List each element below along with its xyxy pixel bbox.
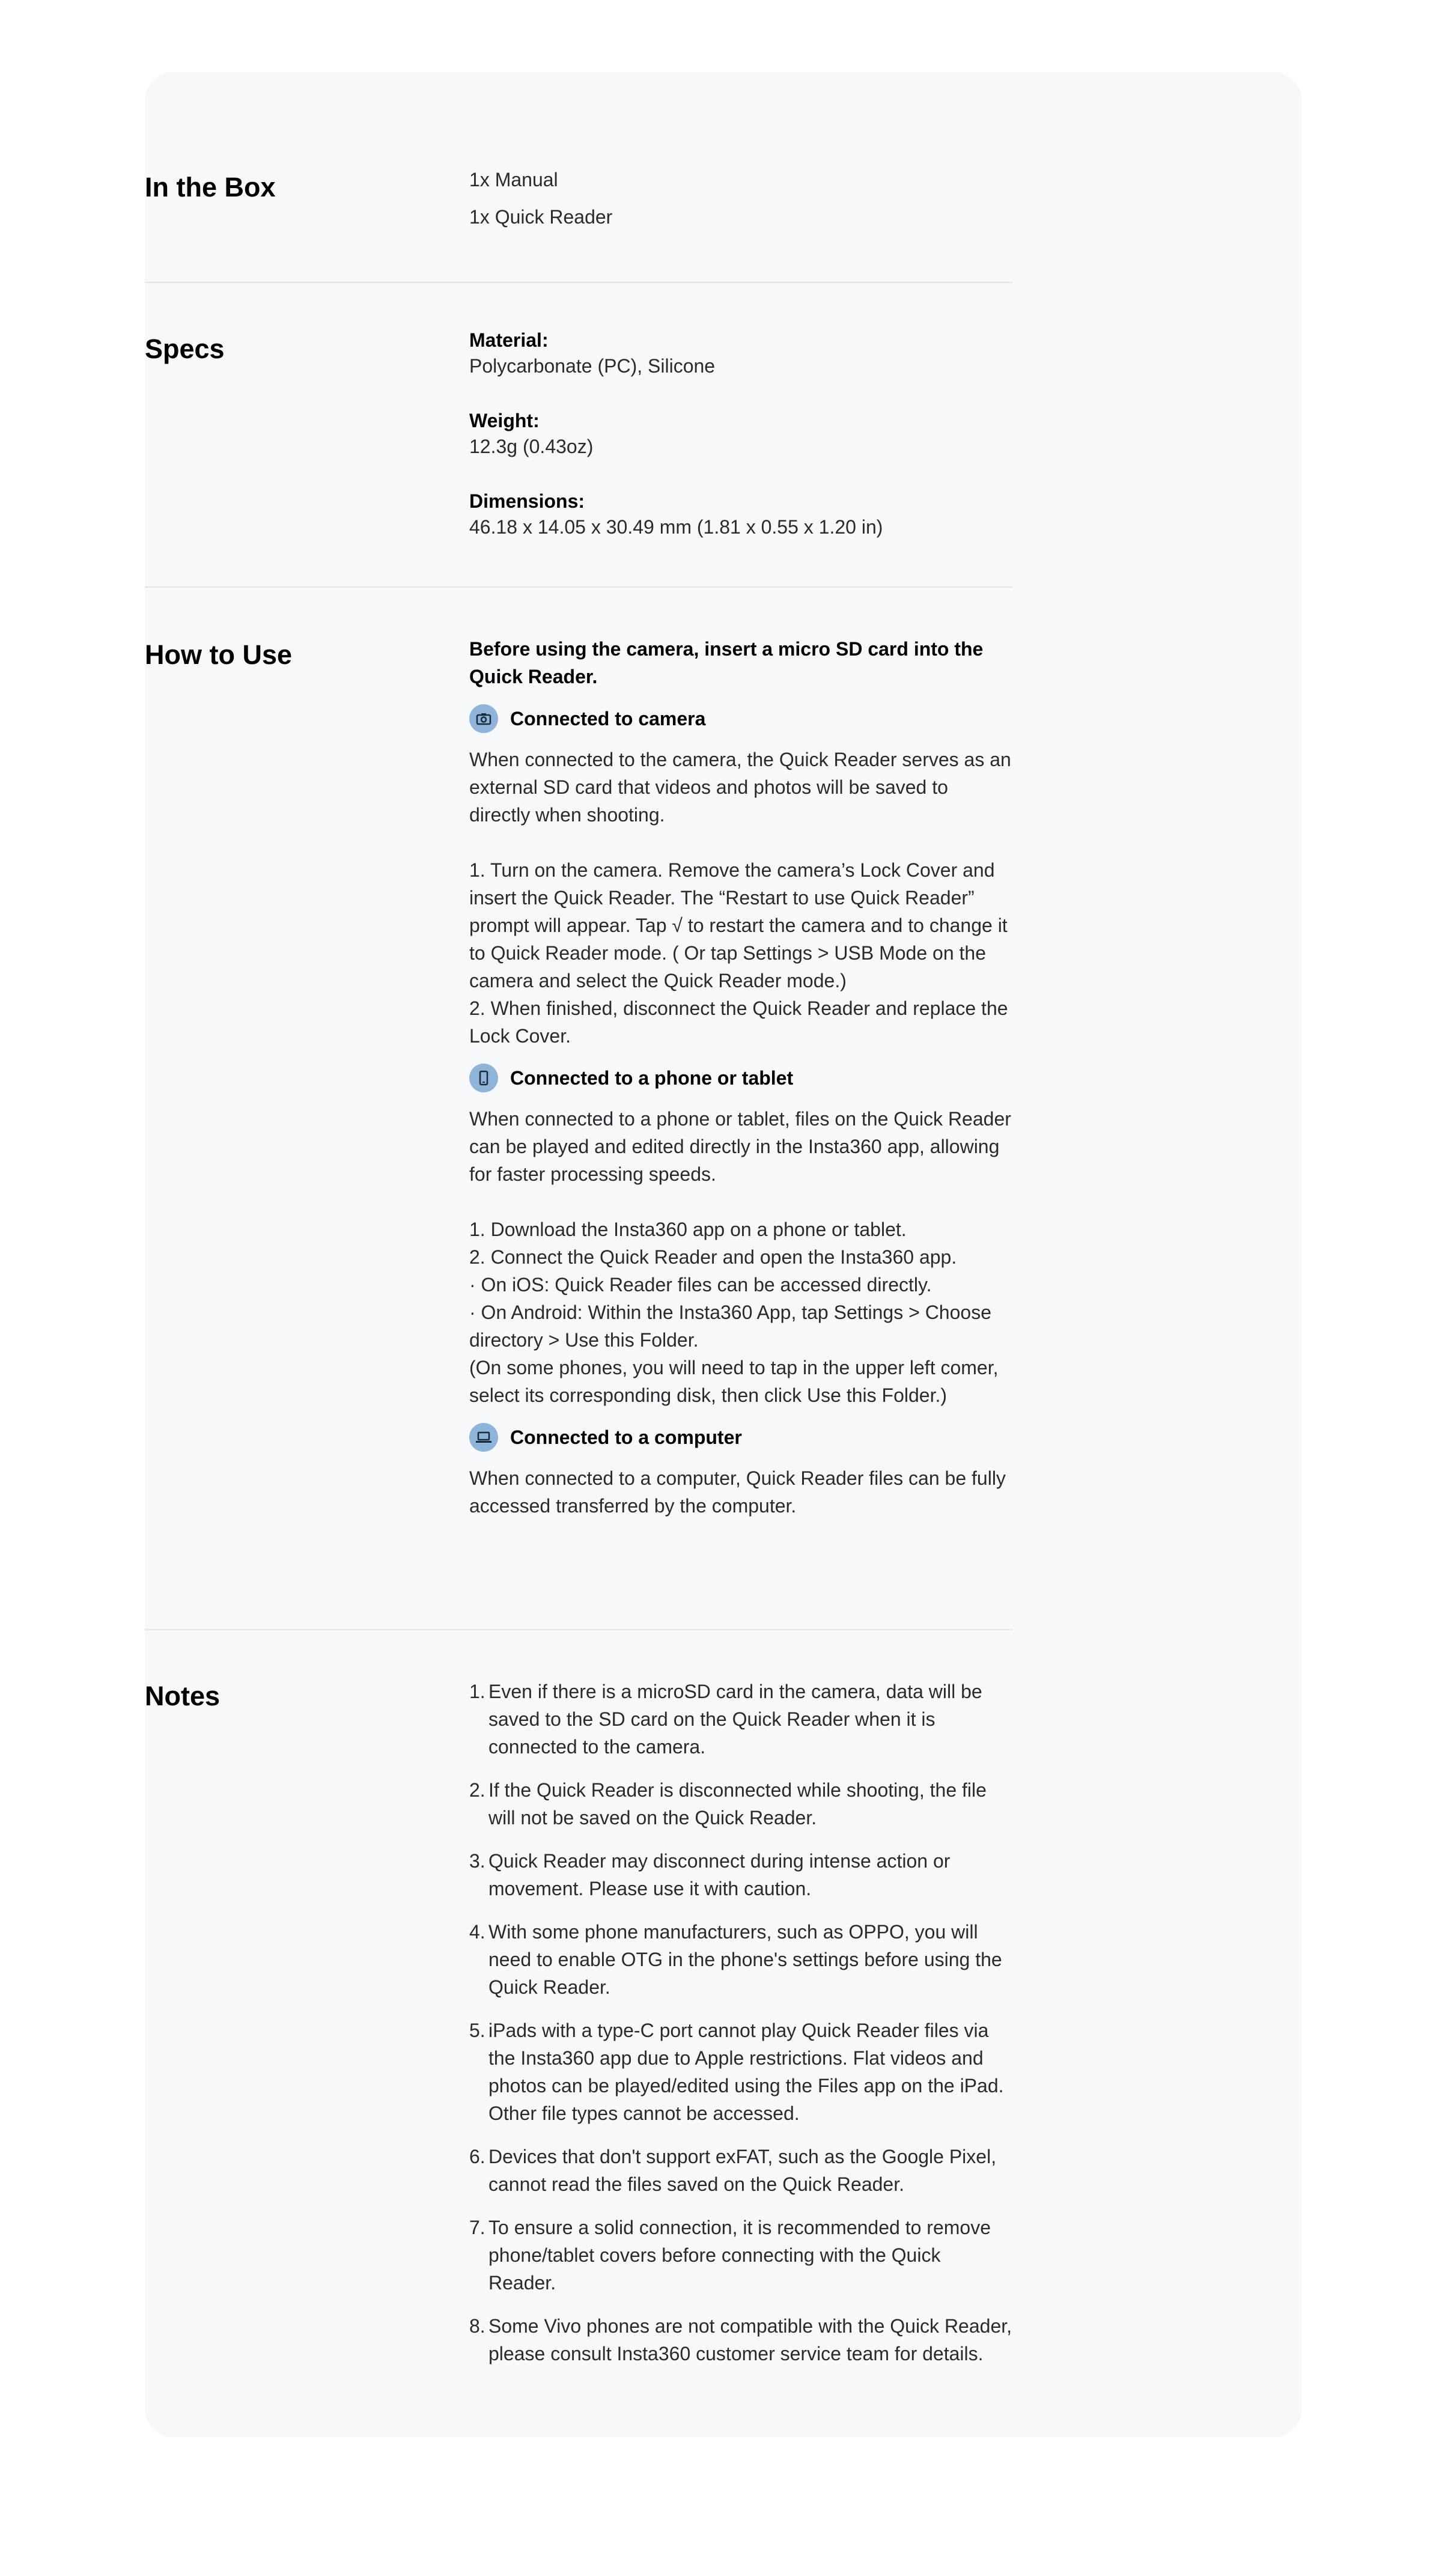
how-to-use-intro: Before using the camera, insert a micro SD card into the Quick Reader. (469, 638, 984, 687)
divider (145, 282, 1012, 283)
spec-value-material: Polycarbonate (PC), Silicone (469, 355, 716, 377)
camera-icon (469, 704, 498, 733)
phone-icon (469, 1064, 498, 1092)
box-item: 1x Quick Reader (469, 206, 613, 228)
divider (145, 586, 1012, 588)
laptop-icon (469, 1423, 498, 1452)
box-item: 1x Manual (469, 169, 558, 190)
phone-subheading-label: Connected to a phone or tablet (510, 1067, 794, 1089)
note-number: 4. (469, 1921, 485, 1943)
specs-list (469, 327, 1012, 540)
note-number: 5. (469, 2020, 485, 2041)
in-the-box-heading: In the Box (145, 172, 276, 202)
how-to-use-content (469, 635, 1012, 1520)
how-to-use-heading: How to Use (145, 639, 293, 670)
notes-section (145, 1678, 1012, 2369)
note-item (469, 1678, 1012, 1761)
note-item (469, 2214, 1012, 2297)
phone-subheading (469, 1062, 1012, 1094)
note-text: Even if there is a microSD card in the camera, data will be saved to the SD card on the Quick Reader when it is connected to the camera. (488, 1681, 982, 1758)
note-item (469, 1918, 1012, 2001)
note-number: 2. (469, 1779, 485, 1801)
camera-subheading-label: Connected to camera (510, 707, 706, 729)
note-item (469, 2017, 1012, 2127)
in-the-box-list (469, 166, 1012, 231)
computer-subheading (469, 1421, 1012, 1454)
note-text: Quick Reader may disconnect during intense action or movement. Please use it with caution. (488, 1850, 951, 1899)
camera-instructions: When connected to the camera, the Quick Reader serves as an external SD card that videos and photos will be saved to directly when shooting. 1. Turn on the camera. Remove the camera’s Lock Cover and insert the Quick Reader. The “Restart to use Quick Reader” prompt will appear. Tap √ to restart the camera and to change it to Quick Reader mode. ( Or tap Settings > USB Mode on the camera and select the Quick Reader mode.) 2. When finished, disconnect the Quick Reader and replace the Lock Cover. (469, 749, 1011, 1047)
note-item (469, 2143, 1012, 2198)
note-text: With some phone manufacturers, such as OPPO, you will need to enable OTG in the phone's settings before using the Quick Reader. (488, 1921, 1002, 1998)
note-number: 6. (469, 2146, 485, 2167)
spec-label-weight: Weight: (469, 410, 540, 431)
note-text: Some Vivo phones are not compatible with the Quick Reader, please consult Insta360 customer service team for details. (488, 2315, 1012, 2364)
spec-value-dimensions: 46.18 x 14.05 x 30.49 mm (1.81 x 0.55 x 1.20 in) (469, 516, 883, 538)
how-to-use-section (145, 637, 1012, 1550)
note-item (469, 2312, 1012, 2367)
note-number: 7. (469, 2217, 485, 2238)
divider (145, 1629, 1012, 1630)
notes-heading: Notes (145, 1681, 221, 1711)
notes-list-wrapper (469, 1678, 1012, 2383)
note-text: If the Quick Reader is disconnected while shooting, the file will not be saved on the Quick Reader. (488, 1779, 987, 1828)
specs-heading: Specs (145, 333, 225, 364)
camera-subheading (469, 702, 1012, 735)
note-number: 1. (469, 1681, 485, 1702)
specs-section (145, 331, 1012, 547)
note-number: 3. (469, 1850, 485, 1872)
computer-subheading-label: Connected to a computer (510, 1426, 742, 1448)
spec-label-material: Material: (469, 329, 549, 351)
spec-label-dimensions: Dimensions: (469, 490, 585, 512)
computer-instructions: When connected to a computer, Quick Reader files can be fully accessed transferred by the computer. (469, 1467, 1006, 1517)
spec-value-weight: 12.3g (0.43oz) (469, 436, 594, 457)
note-item (469, 1776, 1012, 1832)
note-text: To ensure a solid connection, it is recommended to remove phone/tablet covers before connecting with the Quick Reader. (488, 2217, 991, 2294)
note-item (469, 1847, 1012, 1902)
note-text: iPads with a type-C port cannot play Quick Reader files via the Insta360 app due to Apple restrictions. Flat videos and photos can be played/edited using the Files app on the iPad. Other file types cannot be accessed. (488, 2020, 1004, 2124)
note-text: Devices that don't support exFAT, such as the Google Pixel, cannot read the files saved on the Quick Reader. (488, 2146, 997, 2195)
in-the-box-section (145, 169, 1012, 242)
phone-instructions: When connected to a phone or tablet, files on the Quick Reader can be played and edited directly in the Insta360 app, allowing for faster processing speeds. 1. Download the Insta360 app on a phone or tablet. 2. Connect the Quick Reader and open the Insta360 app. · On iOS: Quick Reader files can be accessed directly. · On Android: Within the Insta360 App, tap Settings > Choose directory > Use this Folder. (On some phones, you will need to tap in the upper left comer, select its corresponding disk, then click Use this Folder.) (469, 1108, 1011, 1406)
note-number: 8. (469, 2315, 485, 2337)
notes-list (469, 1678, 1012, 2367)
